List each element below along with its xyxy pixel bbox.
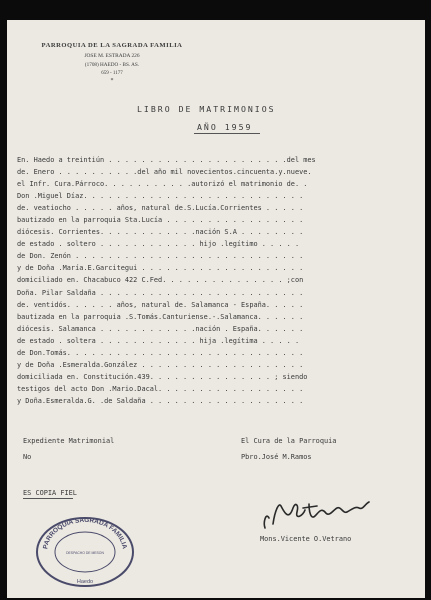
body-line: de. ventidós. . . . . . años, natural de. Salamanca - España. . . . .	[17, 300, 304, 309]
parish-city: (1708) HAEDO - BS. AS.	[84, 62, 140, 68]
body-line: En. Haedo a treintiún . . . . . . . . . . . . . . . . . . . . . .del mes	[17, 156, 316, 164]
body-line: bautizado en la parroquia Sta.Lucía . . . . . . . . . . . . . . . . .	[17, 216, 304, 225]
certificate-body	[17, 154, 417, 407]
svg-text:PARROQUIA SAGRADA FAMILIA	[42, 517, 128, 550]
signatory-name: Mons.Vicente O.Vetrano	[260, 535, 352, 543]
body-line: diócesis. Salamanca . . . . . . . . . . . .nación . España. . . . . .	[17, 324, 304, 333]
body-line: Don .Miguel Díaz. . . . . . . . . . . . . . . . . . . . . . . . . . .	[17, 192, 304, 201]
expediente-number-label: No	[23, 453, 32, 461]
body-line: y Doña.Esmeralda.G. .de Saldaña . . . . . . . . . . . . . . . . . . .	[17, 396, 304, 405]
copia-underline	[23, 498, 73, 499]
body-line: y de Doña .María.E.Garcitegui . . . . . . . . . . . . . . . . . . . .	[17, 264, 304, 273]
expediente-label: Expediente Matrimonial	[23, 437, 115, 445]
body-line: testigos del acto Don .Mario.Dacal. . . . . . . . . . . . . . . . . .	[17, 384, 304, 393]
body-line: y de Doña .Esmeralda.González . . . . . . . . . . . . . . . . . . . .	[17, 360, 304, 369]
handwritten-signature	[259, 498, 379, 536]
parish-phone: 659 - 1177	[101, 71, 123, 76]
body-line: domiciliado en. Chacabuco 422 C.Fed. . . . . . . . . . . . . . . ;con	[17, 276, 304, 285]
parish-name: PARROQUIA DE LA SAGRADA FAMILIA	[41, 42, 183, 49]
body-line: diócesis. Corrientes. . . . . . . . . . . .nación S.A . . . . . . . .	[17, 228, 304, 237]
signature-text: J. Vetrano	[259, 498, 266, 499]
copia-fiel-label: ES COPIA FIEL	[23, 489, 77, 497]
body-line: Doña. Pilar Saldaña . . . . . . . . . . . . . . . . . . . . . . . . .	[17, 288, 304, 297]
body-line: el Infr. Cura.Párroco. . . . . . . . . . .autorizó el matrimonio de. .	[17, 180, 308, 189]
year-heading: AÑO 1959	[197, 122, 253, 132]
stamp-center-text: DESPACHO DE MESON	[66, 551, 104, 555]
book-title: LIBRO DE MATRIMONIOS	[137, 104, 276, 114]
body-line: de. Enero . . . . . . . . . .del año mil novecientos.cincuenta.y.nueve.	[17, 168, 312, 177]
body-line: domiciliada en. Constitución.439. . . . . . . . . . . . . . . ; siendo	[17, 372, 308, 381]
parish-street: JOSE M. ESTRADA 226	[84, 53, 140, 59]
body-line: bautizada en la parroquia .S.Tomás.Canturiense.-.Salamanca. . . . . .	[17, 312, 304, 321]
header-mark: *	[110, 78, 114, 84]
parish-seal-stamp	[33, 510, 137, 590]
stamp-bottom-text: Haedo	[76, 579, 94, 585]
body-line: de Don.Tomás. . . . . . . . . . . . . . . . . . . . . . . . . . . . .	[17, 348, 304, 357]
body-line: de estado . soltera . . . . . . . . . . . . hija .legítima . . . . .	[17, 336, 300, 345]
body-line: de estado . soltero . . . . . . . . . . . . hijo .legítimo . . . . .	[17, 240, 300, 249]
cura-name: Pbro.José M.Ramos	[241, 453, 312, 461]
stamp-top-text: PARROQUIA SAGRADA FAMILIA	[42, 516, 128, 550]
body-line: de. veatiocho . . . . . años, natural de.S.Lucía.Corrientes . . . . .	[17, 204, 304, 213]
body-line: de Don. Zenón . . . . . . . . . . . . . . . . . . . . . . . . . . . .	[17, 252, 304, 261]
certificate-page	[7, 20, 425, 598]
cura-title: El Cura de la Parroquia	[241, 437, 337, 445]
year-underline	[194, 133, 260, 134]
